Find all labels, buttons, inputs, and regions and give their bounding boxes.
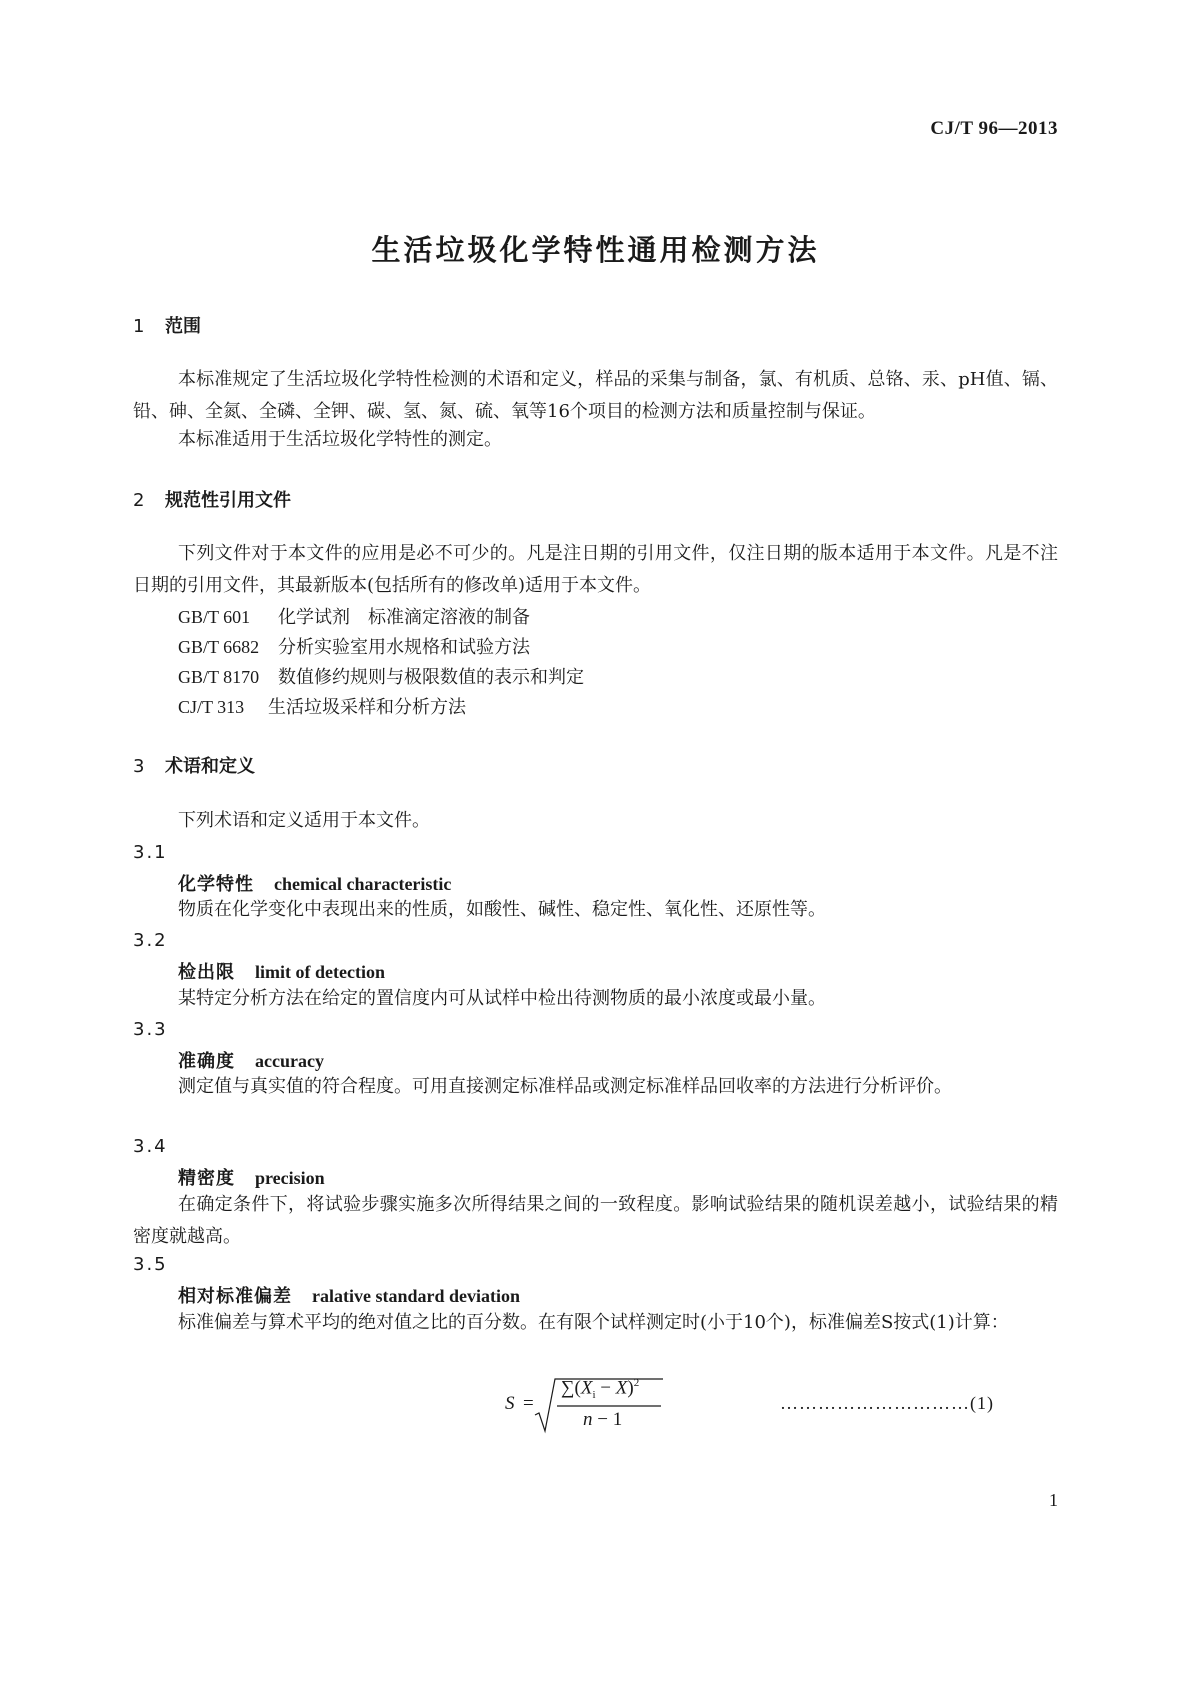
section-title: 术语和定义	[165, 756, 255, 777]
section-title: 范围	[165, 316, 201, 337]
term-entry	[178, 870, 451, 896]
section-number: 1	[133, 316, 145, 337]
exponent: 2	[633, 1377, 640, 1389]
section-title: 规范性引用文件	[165, 490, 291, 511]
term-entry	[178, 1164, 325, 1190]
clause-number: 3.3	[133, 1019, 168, 1040]
page-number: 1	[1049, 1490, 1058, 1510]
section-1-paragraph-1: 本标准规定了生活垃圾化学特性检测的术语和定义，样品的采集与制备，氯、有机质、总铬、汞、pH值、镉、铅、砷、全氮、全磷、全钾、碳、氢、氮、硫、氧等16个项目的检测方法和质量控制与保证。	[133, 369, 1058, 422]
variable-n: n	[583, 1409, 593, 1430]
term-definition: 标准偏差与算术平均的绝对值之比的百分数。在有限个试样测定时(小于10个)，标准偏差S按式(1)计算：	[178, 1312, 1009, 1333]
variable-x-mean: X	[615, 1377, 628, 1399]
term-chinese: 精密度	[178, 1168, 235, 1189]
term-definition: 在确定条件下，将试验步骤实施多次所得结果之间的一致程度。影响试验结果的随机误差越小，试验结果的精密度就越高。	[133, 1194, 1058, 1247]
normative-reference	[178, 663, 584, 689]
reference-code: GB/T 601	[178, 607, 251, 627]
term-entry	[178, 1047, 324, 1073]
term-chinese: 化学特性	[178, 874, 254, 895]
term-english: accuracy	[255, 1051, 324, 1071]
clause-number: 3.1	[133, 842, 168, 863]
section-1-paragraph-2: 本标准适用于生活垃圾化学特性的测定。	[178, 429, 502, 450]
formula-lhs: S	[505, 1393, 515, 1414]
section-1-heading	[133, 312, 201, 338]
term-entry	[178, 1282, 520, 1308]
clause-number: 3.5	[133, 1254, 168, 1275]
normative-reference	[178, 693, 466, 719]
formula-equals: =	[523, 1393, 534, 1414]
formula-numerator	[561, 1377, 639, 1401]
variable-x: X	[580, 1377, 593, 1399]
subscript-i: i	[592, 1389, 596, 1402]
reference-code: GB/T 6682	[178, 637, 260, 657]
close-paren: )	[627, 1377, 634, 1399]
term-english: precision	[255, 1168, 325, 1188]
section-number: 2	[133, 490, 145, 511]
formula-standard-deviation	[505, 1375, 665, 1435]
section-3-intro: 下列术语和定义适用于本文件。	[178, 810, 430, 831]
term-english: chemical characteristic	[274, 874, 452, 894]
term-entry	[178, 958, 385, 984]
equation-number: …………………………(1)	[780, 1393, 994, 1413]
reference-title: 生活垃圾采样和分析方法	[268, 697, 466, 718]
section-3-heading	[133, 752, 255, 778]
term-chinese: 相对标准偏差	[178, 1286, 292, 1307]
sum-symbol: ∑(	[561, 1377, 581, 1399]
section-2-paragraph-1: 下列文件对于本文件的应用是必不可少的。凡是注日期的引用文件，仅注日期的版本适用于本文件。凡是不注日期的引用文件，其最新版本(包括所有的修改单)适用于本文件。	[133, 543, 1058, 596]
term-english: ralative standard deviation	[312, 1286, 521, 1306]
formula-denominator	[583, 1409, 622, 1431]
clause-number: 3.4	[133, 1136, 168, 1157]
term-definition: 某特定分析方法在给定的置信度内可从试样中检出待测物质的最小浓度或最小量。	[178, 988, 826, 1009]
standard-code: CJ/T 96—2013	[930, 118, 1058, 139]
term-chinese: 准确度	[178, 1051, 235, 1072]
clause-number: 3.2	[133, 930, 168, 951]
minus-sign: −	[595, 1377, 616, 1399]
reference-title: 数值修约规则与极限数值的表示和判定	[278, 667, 584, 688]
term-chinese: 检出限	[178, 962, 235, 983]
document-title: 生活垃圾化学特性通用检测方法	[371, 233, 820, 267]
section-2-heading	[133, 486, 291, 512]
term-definition: 物质在化学变化中表现出来的性质，如酸性、碱性、稳定性、氧化性、还原性等。	[178, 899, 826, 920]
term-definition: 测定值与真实值的符合程度。可用直接测定标准样品或测定标准样品回收率的方法进行分析评价。	[178, 1076, 952, 1097]
normative-reference	[178, 603, 530, 629]
reference-code: CJ/T 313	[178, 697, 245, 717]
section-number: 3	[133, 756, 145, 777]
normative-reference	[178, 633, 530, 659]
reference-title: 分析实验室用水规格和试验方法	[278, 637, 530, 658]
reference-title: 化学试剂 标准滴定溶液的制备	[278, 607, 530, 628]
denominator-rest: − 1	[592, 1409, 623, 1430]
reference-code: GB/T 8170	[178, 667, 260, 687]
term-english: limit of detection	[255, 962, 385, 982]
